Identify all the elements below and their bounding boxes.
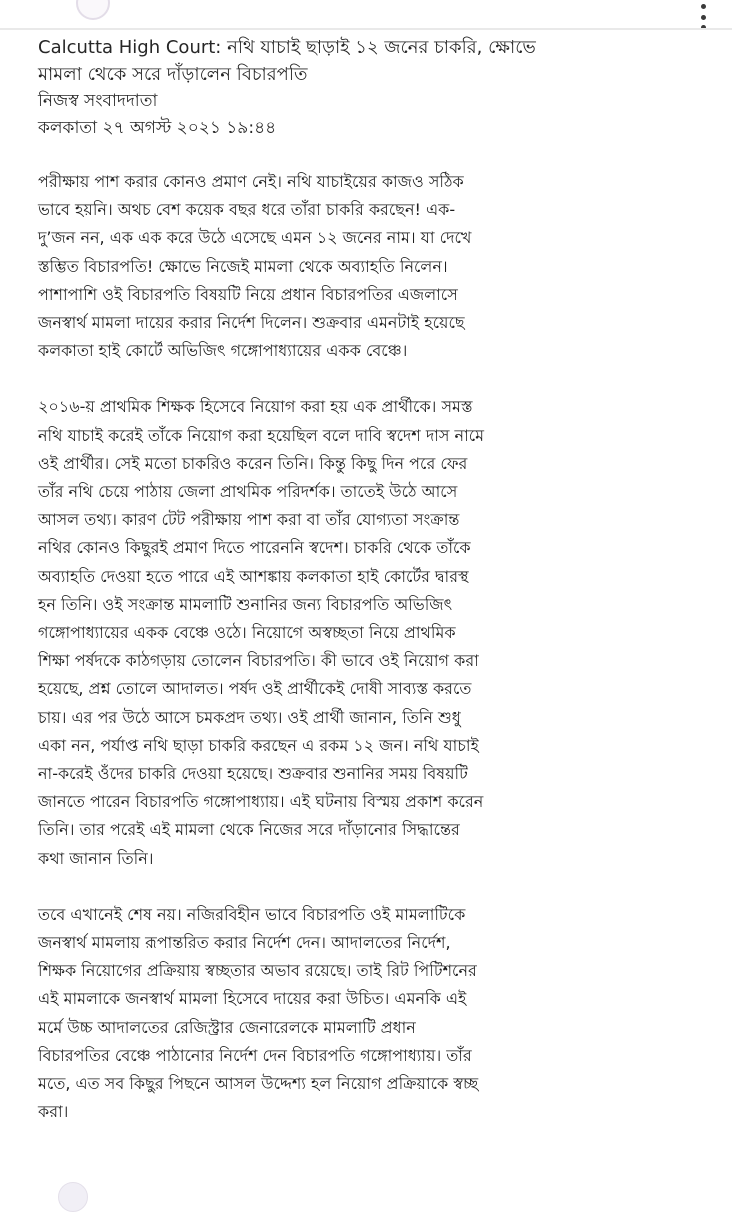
paragraph-3: তবে এখানেই শেষ নয়। নজিরবিহীন ভাবে বিচারপতি ওই মামলাটিকে জনস্বার্থ মামলায় রূপান্তরিত করার নির্দেশ দেন। আদালতের নির্দেশ, শিক্ষক নিয়োগের প্রক্রিয়ায় স্বচ্ছতার অভাব রয়েছে। তাই রিট পিটিশনের এই মামলাকে জনস্বার্থ মামলা হিসেবে দায়ের করা উচিত। এমনকি এই মর্মে উচ্চ আদালতের রেজিস্ট্রার জেনারেলকে মামলাটি প্রধান বিচারপতির বেঞ্চে পাঠানোর নির্দেশ দেন বিচারপতি গঙ্গোপাধ্যায়। তাঁর মতে, এত সব কিছুর পিছনে আসল উদ্দেশ্য হল নিয়োগ প্রক্রিয়াকে স্বচ্ছ করা। (38, 904, 479, 1122)
divider (0, 28, 732, 30)
more-vertical-icon[interactable] (694, 4, 712, 30)
dateline: কলকাতা ২৭ অগস্ট ২০২১ ১৯:৪৪ (38, 118, 277, 138)
paragraph-2: ২০১৬-য় প্রাথমিক শিক্ষক হিসেবে নিয়োগ করা হয় এক প্রার্থীকে। সমস্ত নথি যাচাই করেই তাঁকে নিয়োগ করা হয়েছিল বলে দাবি স্বদেশ দাস নামে ওই প্রার্থীর। সেই মতো চাকরিও করেন তিনি। কিন্তু কিছু দিন পরে ফের তাঁর নথি চেয়ে পাঠায় জেলা প্রাথমিক পরিদর্শক। তাতেই উঠে আসে আসল তথ্য। কারণ টেট পরীক্ষায় পাশ করা বা তাঁর যোগ্যতা সংক্রান্ত নথির কোনও কিছুরই প্রমাণ দিতে পারেননি স্বদেশ। চাকরি থেকে তাঁকে অব্যাহতি দেওয়া হতে পারে এই আশঙ্কায় কলকাতা হাই কোর্টের দ্বারস্থ হন তিনি। ওই সংক্রান্ত মামলাটি শুনানির জন্য বিচারপতি অভিজিৎ গঙ্গোপাধ্যায়ের একক বেঞ্চে ওঠে। নিয়োগে অস্বচ্ছতা নিয়ে প্রাথমিক শিক্ষা পর্ষদকে কাঠগড়ায় তোলেন বিচারপতি। কী ভাবে ওই নিয়োগ করা হয়েছে, প্রশ্ন তোলে আদালত। পর্ষদ ওই প্রার্থীকেই দোষী সাব্যস্ত করতে চায়। এর পর উঠে আসে চমকপ্রদ তথ্য। ওই প্রার্থী জানান, তিনি শুধু একা নন, পর্যাপ্ত নথি ছাড়া চাকরি করছেন এ রকম ১২ জন। নথি যাচাই না-করেই ওঁদের চাকরি দেওয়া হয়েছে। শুক্রবার শুনানির সময় বিষয়টি জানতে পারেন বিচারপতি গঙ্গোপাধ্যায়। এই ঘটনায় বিস্ময় প্রকাশ করেন তিনি। তার পরেই এই মামলা থেকে নিজের সরে দাঁড়ানোর সিদ্ধান্তের কথা জানান তিনি। (38, 397, 485, 868)
paragraph-1: পরীক্ষায় পাশ করার কোনও প্রমাণ নেই। নথি যাচাইয়ের কাজও সঠিক ভাবে হয়নি। অথচ বেশ কয়েক বছর ধরে তাঁরা চাকরি করছেন! এক- দু’জন নন, এক এক করে উঠে এসেছে এমন ১২ জনের নাম। যা দেখে স্তম্ভিত বিচারপতি! ক্ষোভে নিজেই মামলা থেকে অব্যাহতি নিলেন। পাশাপাশি ওই বিচারপতি বিষয়টি নিয়ে প্রধান বিচারপতির এজলাসে জনস্বার্থ মামলা দায়ের করার নির্দেশ দিলেন। শুক্রবার এমনটাই হয়েছে কলকাতা হাই কোর্টে অভিজিৎ গঙ্গোপাধ্যায়ের একক বেঞ্চে। (38, 172, 472, 361)
headline: Calcutta High Court: নথি যাচাই ছাড়াই ১২ জনের চাকরি, ক্ষোভে মামলা থেকে সরে দাঁড়ালেন বিচারপতি (38, 37, 536, 85)
article-body (38, 168, 708, 1127)
avatar[interactable] (76, 0, 110, 20)
byline: নিজস্ব সংবাদদাতা (38, 91, 158, 111)
news-article (38, 34, 708, 1155)
reaction-icon[interactable] (58, 1182, 88, 1212)
